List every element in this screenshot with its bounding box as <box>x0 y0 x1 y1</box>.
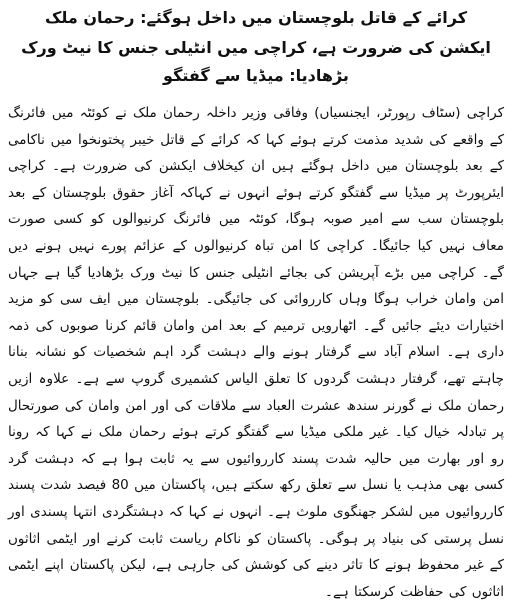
article-body: کراچی (سٹاف رپورٹر، ایجنسیاں) وفاقی وزیر داخلہ رحمان ملک نے کوئٹہ میں فائرنگ کے واقعے کی شدید مذمت کرتے ہوئے کہا کہ کرائے کے قاتل خیبر پختونخوا میں ناکامی کے بعد بلوچستان میں داخل ہوگئے ہیں ان کیخلاف ایکشن کی ضرورت ہے۔ کراچی ایئرپورٹ پر میڈیا سے گفتگو کرتے ہوئے انہوں نے کہاکہ آغاز حقوق بلوچستان کے بعد بلوچستان سب سے امیر صوبہ ہوگا، کوئٹہ میں فائرنگ کرنیوالوں کو کسی صورت معاف نہیں کیا جائیگا۔ کراچی کا امن تباہ کرنیوالوں کے عزائم پورے نہیں ہونے دیں گے۔ کراچی میں بڑے آپریشن کی بجائے انٹیلی جنس کا نیٹ ورک بڑھادیا گیا ہے جہاں امن وامان خراب ہوگا وہاں کارروائی کی جائیگی۔ بلوچستان میں ایف سی کو مزید اختیارات دیئے جائیں گے۔ اٹھارویں ترمیم کے بعد امن وامان قائم کرنا صوبوں کی ذمہ داری ہے۔ اسلام آباد سے گرفتار ہونے والے دہشت گرد اہم شخصیات کو نشانہ بنانا چاہتے تھے، گرفتار دہشت گردوں کا تعلق الیاس کشمیری گروپ سے ہے۔ علاوہ ازیں رحمان ملک نے گورنر سندھ عشرت العباد سے ملاقات کی اور امن وامان کی صورتحال پر تبادلہ خیال کیا۔ غیر ملکی میڈیا سے گفتگو کرتے ہوئے رحمان ملک نے کہا کہ رونا رو اور بھارت میں حالیہ شدت پسند کارروائیوں سے یہ ثابت ہوا ہے کہ دہشت گرد کسی بھی مذہب یا نسل سے تعلق رکھ سکتے ہیں، پاکستان میں 80 فیصد شدت پسند کارروائیوں میں لشکر جھنگوی ملوث ہے۔ انہوں نے کہا کہ دہشتگردی انتہا پسندی اور نسل پرستی کی بنیاد پر ہوگی۔ پاکستان کو ناکام ریاست ثابت کرنے اور ایٹمی اثاثوں کے غیر محفوظ ہونے کا تاثر دینے کی کوشش کی جارہی ہے، لیکن پاکستان اپنے ایٹمی اثاثوں کی حفاظت کرسکتا ہے۔ <box>8 105 504 600</box>
headline: کرائے کے قاتل بلوچستان میں داخل ہوگئے: رحمان ملک <box>44 8 468 27</box>
subheadline: ایکشن کی ضرورت ہے، کراچی میں انٹیلی جنس کا نیٹ ورک بڑھادیا: میڈیا سے گفتگو <box>21 38 491 85</box>
